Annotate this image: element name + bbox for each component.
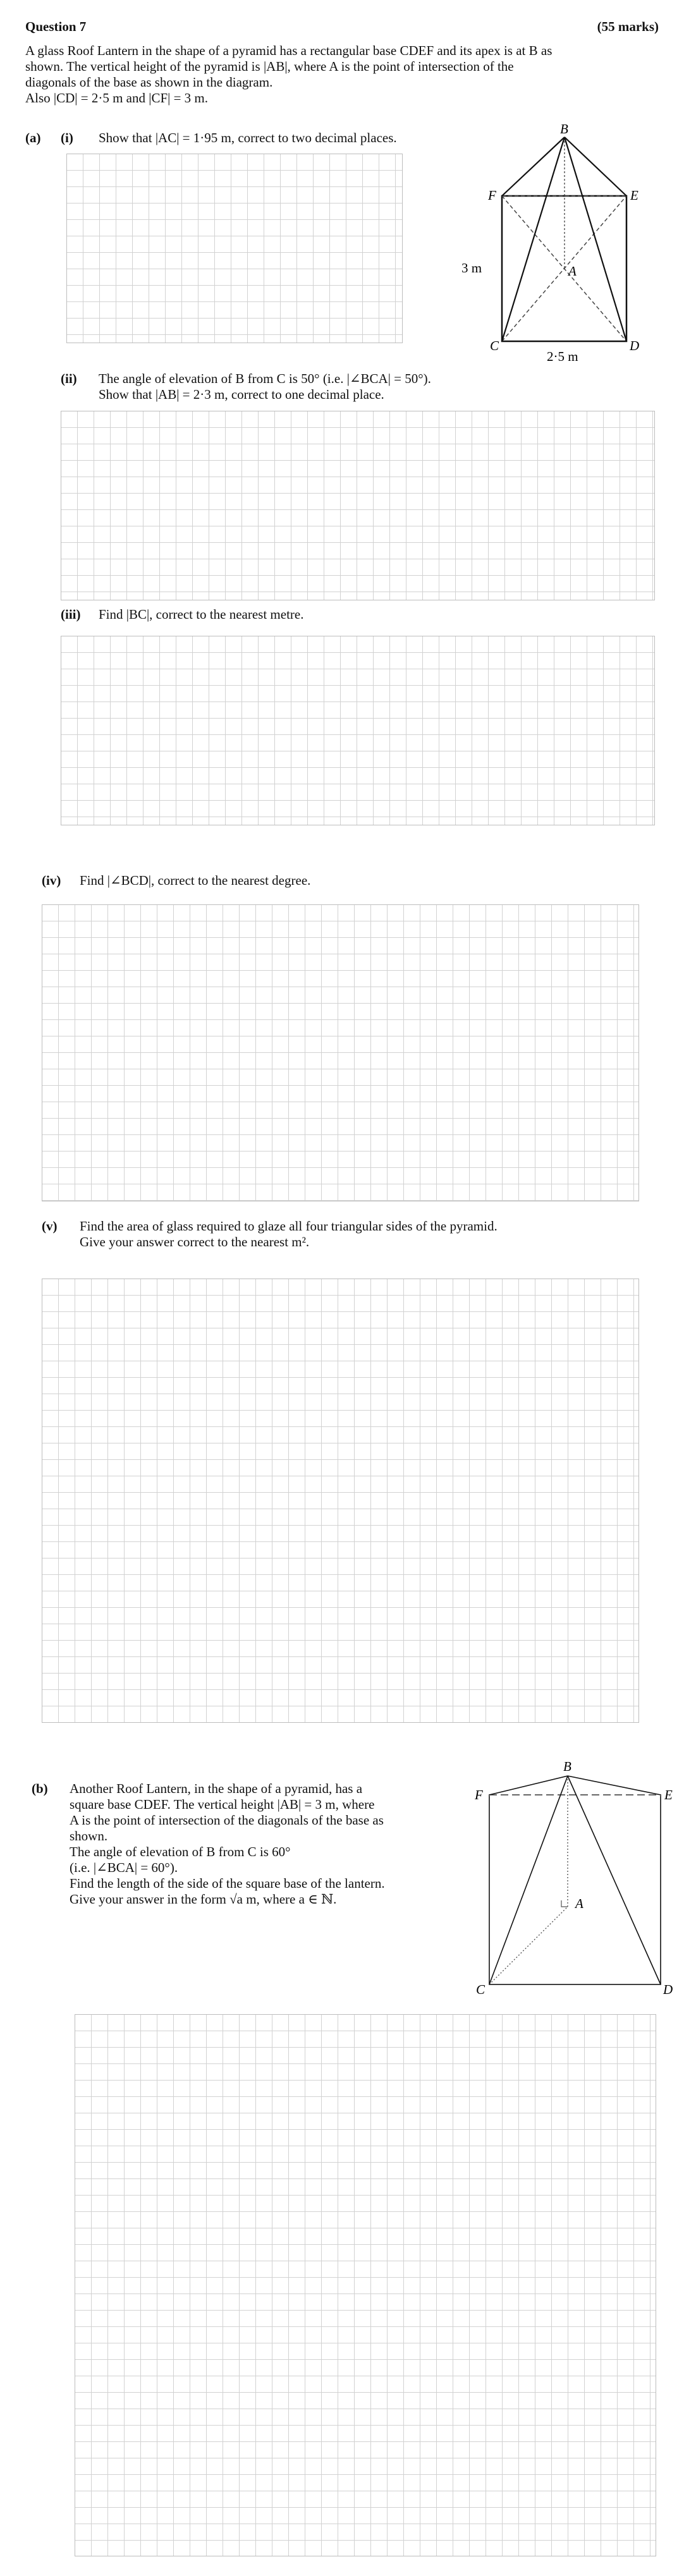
part-a-iv-number: (iv) (42, 873, 61, 888)
part-b-label: (b) (32, 1781, 48, 1796)
part-a-ii-text-2: Show that |AB| = 2·3 m, correct to one decimal place. (99, 387, 384, 402)
label-b: B (560, 121, 568, 137)
edge-bd (565, 137, 626, 341)
answer-grid-b[interactable] (75, 2014, 656, 2556)
part-b-line-5: The angle of elevation of B from C is 60° (70, 1844, 291, 1859)
intro-line-4: Also |CD| = 2·5 m and |CF| = 3 m. (25, 90, 209, 106)
label-e: E (664, 1787, 673, 1802)
part-a-i-text: Show that |AC| = 1·95 m, correct to two decimal places. (99, 130, 397, 145)
right-angle-mark (561, 1900, 568, 1907)
label-f: F (475, 1787, 483, 1802)
intro-line-2: shown. The vertical height of the pyramid is |AB|, where A is the point of intersection of the (25, 59, 514, 74)
label-b: B (563, 1759, 571, 1774)
part-a-i-number: (i) (61, 130, 73, 145)
answer-grid-a-i[interactable] (66, 154, 403, 343)
label-f: F (488, 188, 496, 203)
question-marks: (55 marks) (597, 19, 659, 34)
label-height: 3 m (461, 260, 482, 276)
intro-line-1: A glass Roof Lantern in the shape of a pyramid has a rectangular base CDEF and its apex is at B as (25, 43, 553, 58)
label-a: A (568, 264, 577, 279)
pyramid-diagram-b (465, 1757, 673, 2007)
part-a-label: (a) (25, 130, 41, 145)
label-d: D (630, 338, 640, 353)
label-c: C (490, 338, 499, 353)
edge-bd (568, 1776, 661, 1984)
part-a-v-text-2: Give your answer correct to the nearest m². (80, 1234, 310, 1249)
answer-grid-a-v[interactable] (42, 1279, 639, 1723)
part-a-v-number: (v) (42, 1218, 58, 1234)
part-a-iii-text: Find |BC|, correct to the nearest metre. (99, 607, 304, 622)
label-width: 2·5 m (547, 349, 578, 364)
half-diagonal-ca (489, 1907, 568, 1984)
part-a-ii-text-1: The angle of elevation of B from C is 50° (i.e. |∠BCA| = 50°). (99, 371, 431, 386)
part-a-v-text-1: Find the area of glass required to glaze all four triangular sides of the pyramid. (80, 1218, 498, 1234)
edge-be (568, 1776, 661, 1795)
answer-grid-a-ii[interactable] (61, 411, 655, 600)
label-c: C (476, 1982, 486, 1997)
label-a: A (575, 1896, 583, 1911)
edge-bc (489, 1776, 568, 1984)
part-a-iv-text: Find |∠BCD|, correct to the nearest degree. (80, 873, 311, 888)
edge-bf (489, 1776, 568, 1795)
pyramid-diagram-a (452, 120, 654, 367)
answer-grid-a-iv[interactable] (42, 904, 639, 1201)
part-b-line-2: square base CDEF. The vertical height |AB| = 3 m, where (70, 1797, 375, 1812)
label-e: E (630, 188, 638, 203)
part-b-line-4: shown. (70, 1828, 108, 1844)
intro-line-3: diagonals of the base as shown in the diagram. (25, 75, 273, 90)
part-a-iii-number: (iii) (61, 607, 81, 622)
label-d: D (663, 1982, 673, 1997)
part-b-line-8: Give your answer in the form √a m, where a ∈ ℕ. (70, 1892, 337, 1907)
part-b-line-7: Find the length of the side of the square base of the lantern. (70, 1876, 385, 1891)
part-a-ii-number: (ii) (61, 371, 77, 386)
part-b-line-3: A is the point of intersection of the diagonals of the base as (70, 1813, 384, 1828)
edge-bc (502, 137, 565, 341)
part-b-line-1: Another Roof Lantern, in the shape of a pyramid, has a (70, 1781, 363, 1796)
part-b-line-6: (i.e. |∠BCA| = 60°). (70, 1860, 178, 1875)
question-title: Question 7 (25, 19, 87, 34)
answer-grid-a-iii[interactable] (61, 636, 655, 825)
base-square (489, 1795, 661, 1984)
